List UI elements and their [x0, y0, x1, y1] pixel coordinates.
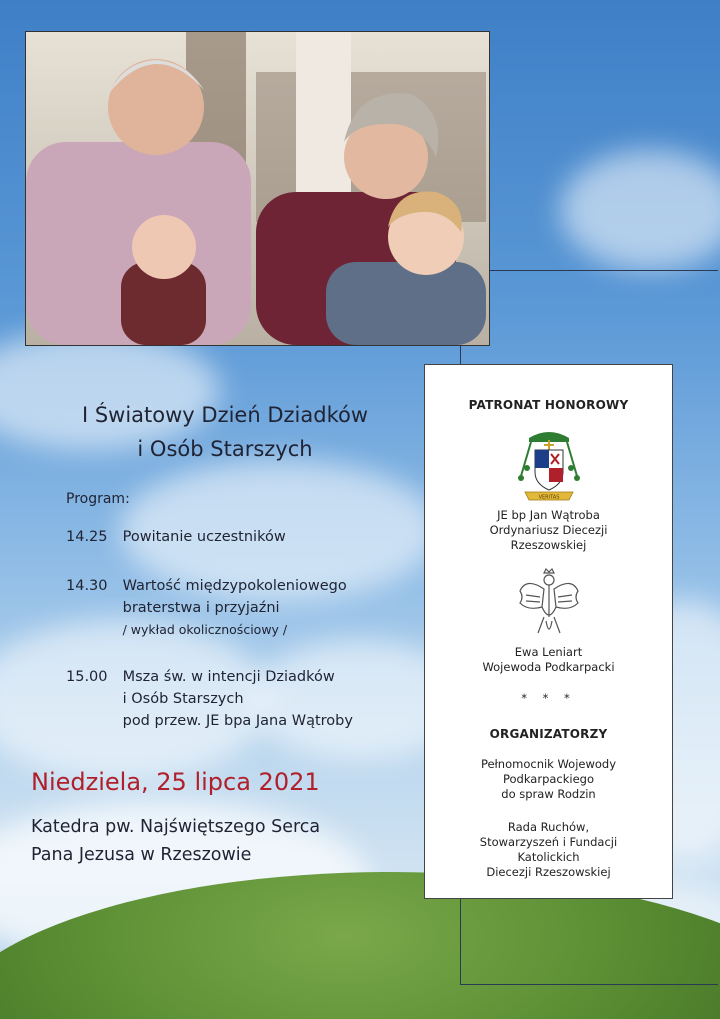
organizers-heading: ORGANIZATORZY	[489, 727, 608, 741]
bishop-name: JE bp Jan Wątroba	[497, 508, 600, 522]
event-date: Niedziela, 25 lipca 2021	[31, 768, 320, 796]
frame-line	[460, 984, 718, 985]
place-line-2: Pana Jezusa w Rzeszowie	[31, 845, 252, 865]
patronage-panel	[424, 364, 673, 899]
program-time: 15.00	[66, 669, 108, 685]
organizer-line: do spraw Rodzin	[501, 787, 596, 801]
title-line-2: i Osób Starszych	[137, 437, 313, 461]
organizer-line: Katolickich	[517, 850, 580, 864]
program-time: 14.25	[66, 529, 108, 545]
program-item	[66, 575, 347, 641]
program-text: i Osób Starszych	[122, 691, 244, 707]
family-photo	[25, 31, 490, 346]
polish-eagle-icon	[516, 567, 582, 641]
crest-motto: VERITAS	[538, 494, 559, 501]
separator: * * *	[521, 691, 576, 705]
bishop-coat-of-arms-icon	[511, 428, 587, 504]
frame-line	[460, 270, 718, 271]
organizer-line: Diecezji Rzeszowskiej	[486, 865, 611, 879]
organizer-line: Pełnomocnik Wojewody	[480, 757, 617, 771]
patronage-heading: PATRONAT HONOROWY	[468, 398, 629, 412]
voivode-title: Wojewoda Podkarpacki	[482, 660, 615, 674]
program-text: Msza św. w intencji Dziadków	[122, 669, 335, 685]
organizer-line: Stowarzyszeń i Fundacji	[479, 835, 618, 849]
program-text: pod przew. JE bpa Jana Wątroby	[122, 713, 353, 729]
title-line-1: I Światowy Dzień Dziadków	[81, 403, 369, 427]
event-title	[40, 398, 410, 466]
cloud	[560, 150, 720, 270]
place-line-1: Katedra pw. Najświętszego Serca	[31, 817, 321, 837]
program-note: / wykład okolicznościowy /	[122, 622, 288, 637]
program-label: Program:	[66, 491, 130, 507]
program-text: braterstwa i przyjaźni	[122, 600, 280, 616]
organizer-line: Podkarpackiego	[502, 772, 595, 786]
program-item	[66, 666, 353, 732]
bishop-diocese: Rzeszowskiej	[510, 538, 587, 552]
voivode-name: Ewa Leniart	[514, 645, 583, 659]
bishop-title: Ordynariusz Diecezji	[489, 523, 608, 537]
organizer-line: Rada Ruchów,	[507, 820, 590, 834]
program-time: 14.30	[66, 578, 108, 594]
program-item	[66, 526, 286, 548]
program-text: Powitanie uczestników	[122, 529, 286, 545]
program-text: Wartość międzypokoleniowego	[122, 578, 347, 594]
event-place	[31, 813, 320, 869]
grandparents-with-grandchildren-photo-icon	[26, 32, 489, 345]
